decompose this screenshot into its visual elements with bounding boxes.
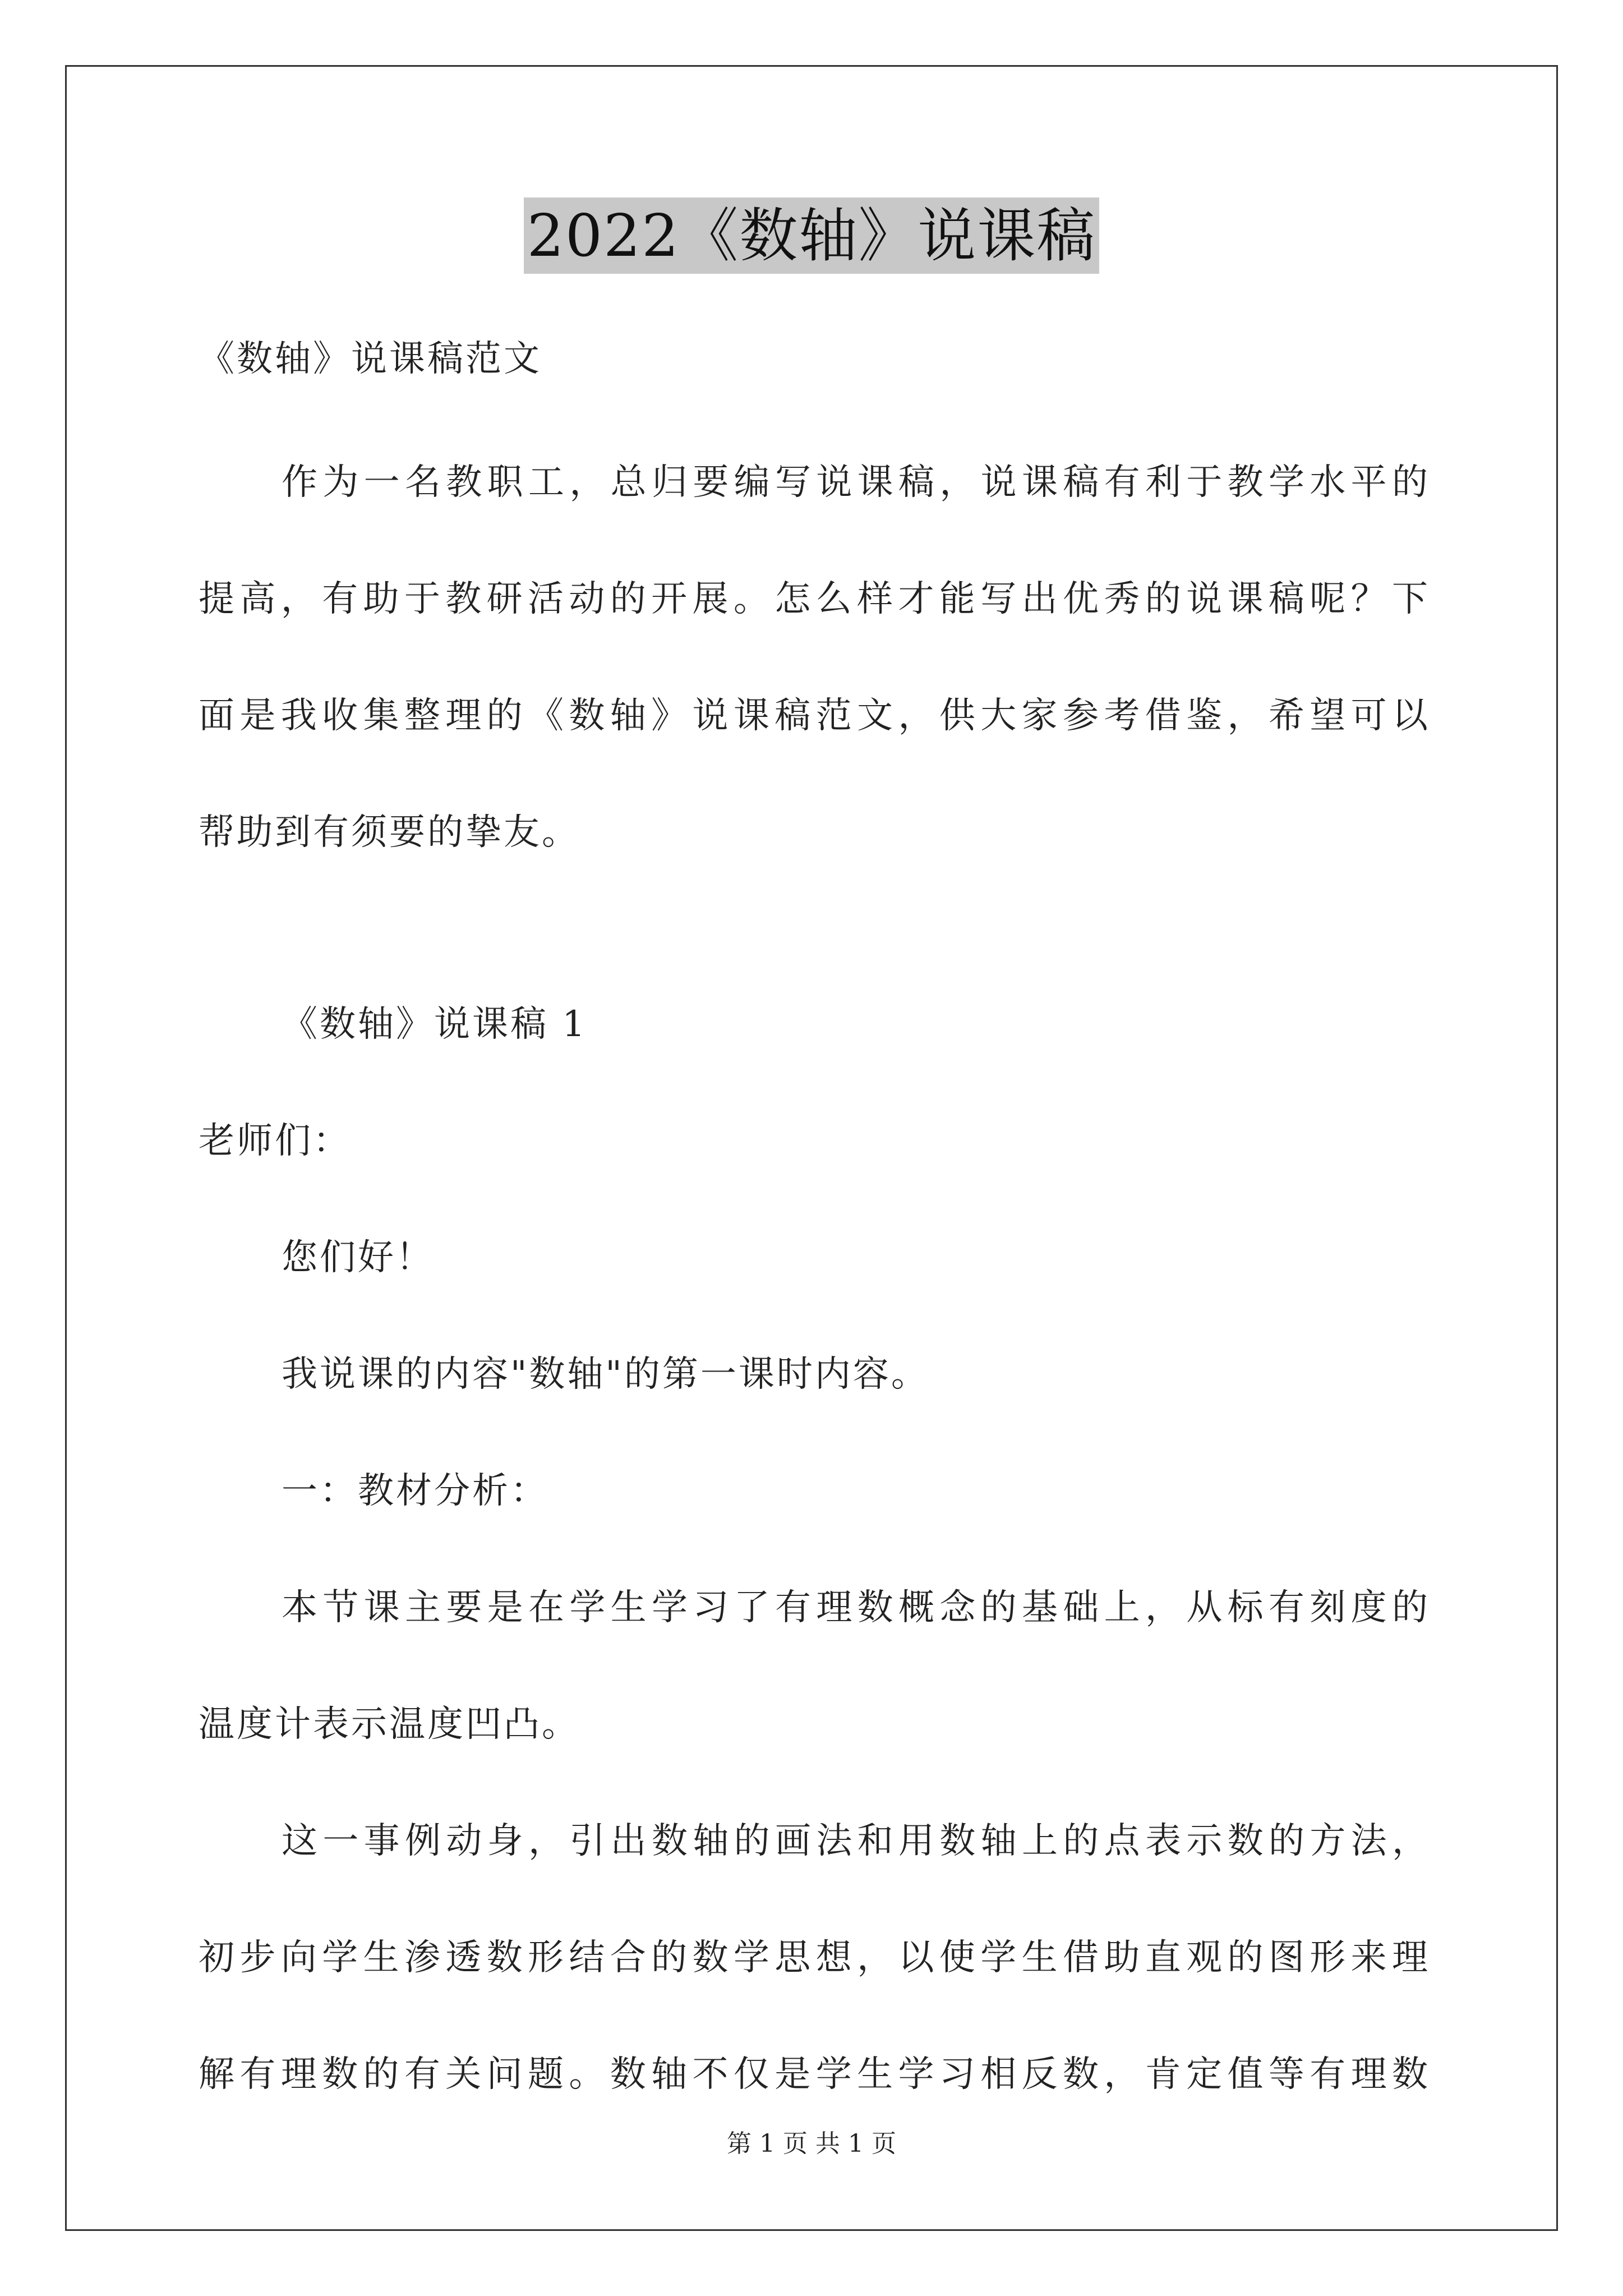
subtitle-line: 《数轴》说课稿范文 (199, 338, 542, 380)
paragraph-line: 作为一名教职工，总归要编写说课稿，说课稿有利于教学水平的 (282, 462, 1430, 503)
subsection-heading: 一：教材分析： (282, 1470, 548, 1512)
paragraph-line: 本节课主要是在学生学习了有理数概念的基础上，从标有刻度的 (282, 1587, 1430, 1628)
paragraph-line: 我说课的内容"数轴"的第一课时内容。 (282, 1354, 929, 1395)
paragraph-line: 这一事例动身，引出数轴的画法和用数轴上的点表示数的方法， (282, 1820, 1430, 1862)
greeting-line: 您们好！ (282, 1237, 434, 1278)
paragraph-line: 帮助到有须要的挚友。 (199, 812, 580, 853)
paragraph-line: 面是我收集整理的《数轴》说课稿范文，供大家参考借鉴，希望可以 (199, 695, 1430, 737)
paragraph-line: 温度计表示温度凹凸。 (199, 1704, 580, 1745)
paragraph-line: 提高，有助于教研活动的开展。怎么样才能写出优秀的说课稿呢？下 (199, 578, 1430, 620)
document-title: 2022《数轴》说课稿 (524, 197, 1100, 274)
page-footer: 第 1 页 共 1 页 (727, 2129, 896, 2158)
paragraph-line: 初步向学生渗透数形结合的数学思想，以使学生借助直观的图形来理 (199, 1937, 1430, 1978)
title-container (0, 197, 1623, 274)
section-heading: 《数轴》说课稿 1 (282, 1004, 588, 1045)
greeting-line: 老师们： (199, 1120, 351, 1162)
paragraph-line: 解有理数的有关问题。数轴不仅是学生学习相反数，肯定值等有理数 (199, 2054, 1430, 2095)
